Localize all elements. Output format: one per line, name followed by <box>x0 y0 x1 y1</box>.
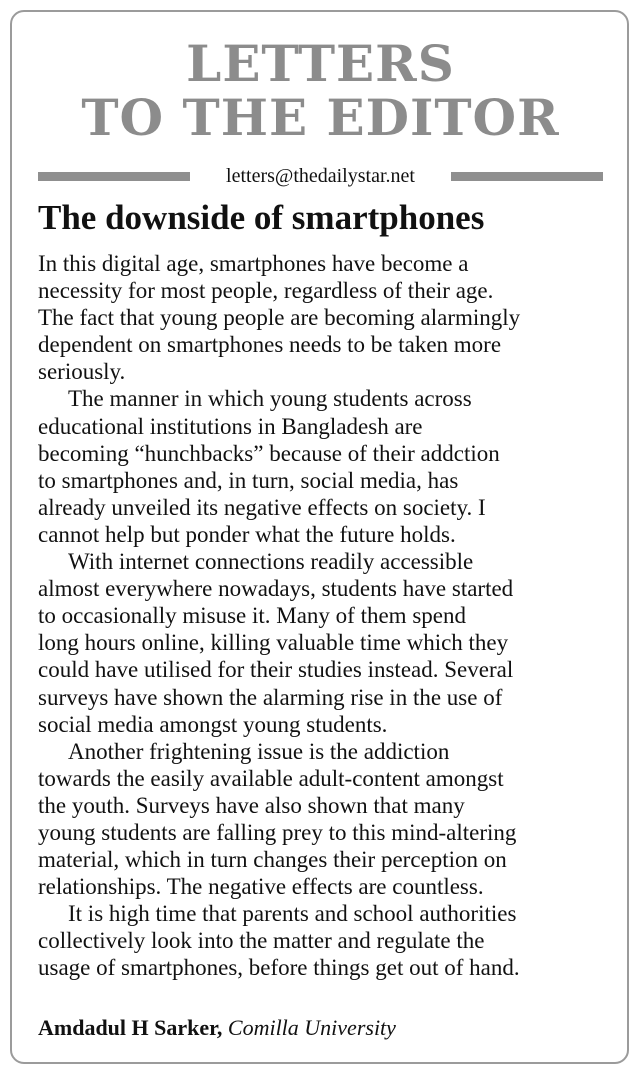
body-line: Another frightening issue is the addiction <box>68 738 450 764</box>
body-line: It is high time that parents and school authorities <box>68 901 517 927</box>
body-line: young students are falling prey to this mind-altering <box>38 819 517 845</box>
body-line: The manner in which young students across <box>68 386 472 412</box>
body-line: towards the easily available adult-content amongst <box>38 765 504 791</box>
editor-email: letters@thedailystar.net <box>226 165 415 187</box>
body-line: necessity for most people, regardless of their age. <box>38 278 494 304</box>
body-line: the youth. Surveys have also shown that many <box>38 792 465 818</box>
body-line: almost everywhere nowadays, students have started <box>38 576 514 602</box>
body-line: becoming “hunchbacks” because of their addction <box>38 440 500 466</box>
body-line: With internet connections readily accessible <box>68 549 474 575</box>
body-line: long hours online, killing valuable time which they <box>38 630 509 656</box>
masthead-title-line2: TO THE EDITOR <box>81 88 560 147</box>
body-line: usage of smartphones, before things get out of hand. <box>38 955 520 981</box>
body-line: In this digital age, smartphones have become a <box>38 251 469 276</box>
body-line: surveys have shown the alarming rise in the use of <box>38 684 503 710</box>
letter-body <box>38 250 608 982</box>
letter-headline: The downside of smartphones <box>38 198 485 237</box>
body-line: dependent on smartphones needs to be taken more <box>38 332 502 358</box>
email-row <box>38 163 603 189</box>
body-line: to smartphones and, in turn, social media, has <box>38 467 459 493</box>
body-line: to occasionally misuse it. Many of them spend <box>38 603 466 629</box>
masthead-title-line1: LETTERS <box>186 34 455 93</box>
body-line: social media amongst young students. <box>38 711 388 737</box>
body-line: The fact that young people are becoming alarmingly <box>38 305 521 331</box>
body-line: already unveiled its negative effects on society. I <box>38 494 486 520</box>
right-rule <box>451 172 603 181</box>
body-line: educational institutions in Bangladesh are <box>38 413 423 439</box>
body-line: collectively look into the matter and regulate the <box>38 928 485 954</box>
body-line: cannot help but ponder what the future holds. <box>38 521 456 547</box>
body-line: could have utilised for their studies instead. Several <box>38 657 514 683</box>
author-affiliation: Comilla University <box>227 1015 396 1040</box>
body-line: seriously. <box>38 359 126 385</box>
body-line: relationships. The negative effects are countless. <box>38 874 484 900</box>
signature <box>38 1014 396 1042</box>
author-name: Amdadul H Sarker, <box>38 1015 223 1040</box>
body-line: material, which in turn changes their perception on <box>38 847 507 873</box>
left-rule <box>38 172 190 181</box>
